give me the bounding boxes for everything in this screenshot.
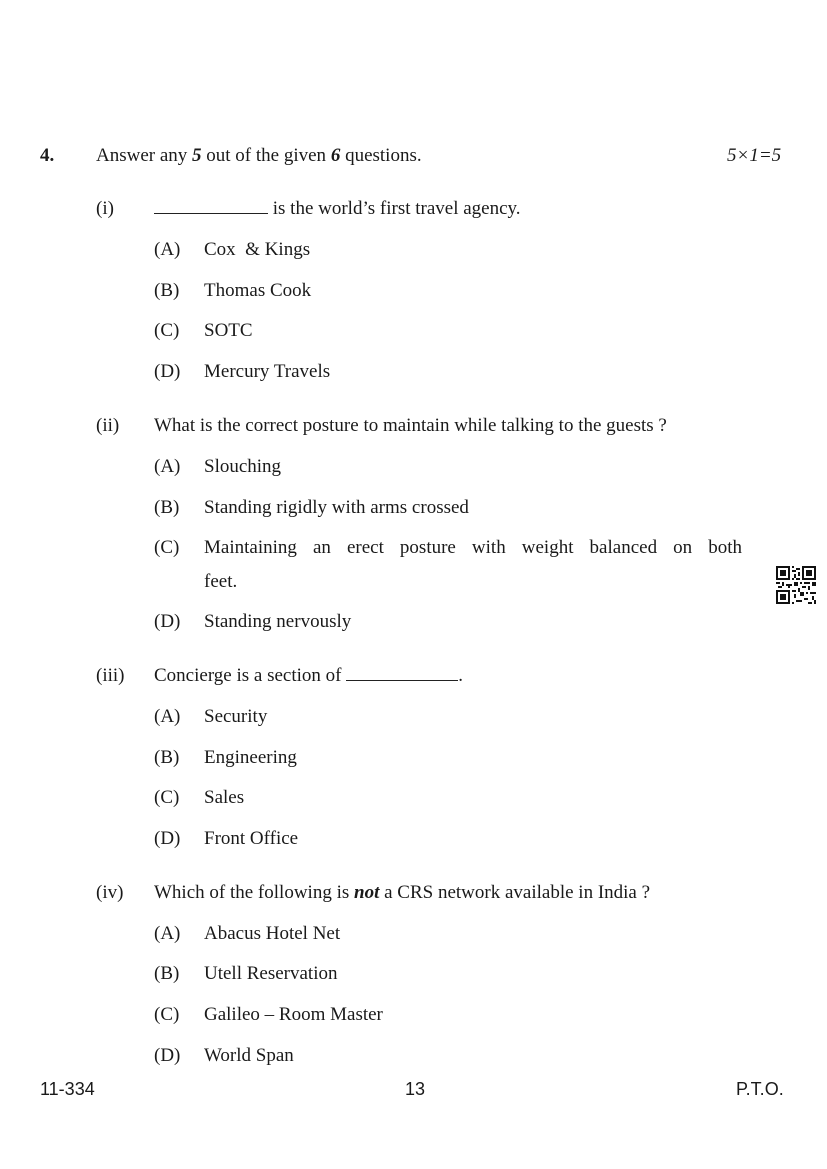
option-text: Abacus Hotel Net xyxy=(204,923,341,944)
option-text: Mercury Travels xyxy=(204,361,331,382)
qr-code-icon xyxy=(776,566,816,604)
instruction-suffix: questions. xyxy=(340,145,422,166)
option-iv-a xyxy=(154,923,754,949)
option-text-continued: feet. xyxy=(204,571,238,592)
option-letter: (B) xyxy=(154,963,180,984)
item-label-ii: (ii) xyxy=(96,415,120,436)
option-iii-d xyxy=(154,828,754,854)
option-letter: (A) xyxy=(154,456,181,477)
item-text-ii: What is the correct posture to maintain while talking to the guests ? xyxy=(154,415,667,436)
item-iv-stem-post: a CRS network available in India ? xyxy=(379,882,651,903)
option-text: Thomas Cook xyxy=(204,280,312,301)
option-letter: (D) xyxy=(154,361,181,382)
instruction-count-answer: 5 xyxy=(192,145,202,166)
item-text-i xyxy=(154,198,521,220)
option-letter: (D) xyxy=(154,1045,181,1066)
instruction-prefix: Answer any xyxy=(96,145,193,166)
item-label-iv: (iv) xyxy=(96,882,124,903)
answer-blank xyxy=(154,199,268,214)
option-letter: (D) xyxy=(154,611,181,632)
option-letter: (A) xyxy=(154,239,181,260)
option-letter: (C) xyxy=(154,787,180,808)
option-letter: (C) xyxy=(154,320,180,341)
option-text: SOTC xyxy=(204,320,253,341)
option-iii-a xyxy=(154,706,754,732)
option-letter: (B) xyxy=(154,747,180,768)
option-text: World Span xyxy=(204,1045,294,1066)
option-ii-c xyxy=(154,537,754,563)
option-text: Slouching xyxy=(204,456,282,477)
item-iv-stem-pre: Which of the following is xyxy=(154,882,354,903)
option-text: Standing nervously xyxy=(204,611,352,632)
please-turn-over: P.T.O. xyxy=(736,1079,784,1099)
item-iii-stem: Concierge is a section of xyxy=(154,665,347,686)
option-text: Sales xyxy=(204,787,245,808)
option-ii-a xyxy=(154,456,754,482)
option-text: Front Office xyxy=(204,828,299,849)
page-number: 13 xyxy=(405,1079,426,1099)
instruction-count-total: 6 xyxy=(330,145,341,166)
item-i-stem: is the world’s first travel agency. xyxy=(268,198,521,219)
item-text-iii xyxy=(154,665,463,687)
option-text: Galileo – Room Master xyxy=(204,1004,383,1025)
option-letter: (A) xyxy=(154,706,181,727)
option-text: Cox & Kings xyxy=(204,239,311,260)
option-letter: (A) xyxy=(154,923,181,944)
option-letter: (B) xyxy=(154,497,180,518)
option-text: Utell Reservation xyxy=(204,963,338,984)
option-letter: (C) xyxy=(154,1004,180,1025)
item-label-iii: (iii) xyxy=(96,665,125,686)
item-iv-emphasis: not xyxy=(354,882,380,903)
option-i-a xyxy=(154,239,754,265)
option-letter: (B) xyxy=(154,280,180,301)
option-ii-b xyxy=(154,497,754,523)
item-text-iv xyxy=(154,882,650,904)
option-iii-c xyxy=(154,787,754,813)
option-text: Security xyxy=(204,706,268,727)
option-ii-c-continued xyxy=(154,571,754,597)
option-i-c xyxy=(154,320,754,346)
option-i-d xyxy=(154,361,754,387)
answer-blank xyxy=(346,666,458,681)
option-letter: (C) xyxy=(154,537,180,558)
option-iii-b xyxy=(154,747,754,773)
option-ii-d xyxy=(154,611,754,637)
option-iv-b xyxy=(154,963,754,989)
item-iii-stem-end: . xyxy=(458,665,463,686)
option-iv-d xyxy=(154,1045,754,1071)
item-label-i: (i) xyxy=(96,198,114,219)
option-i-b xyxy=(154,280,754,306)
option-iv-c xyxy=(154,1004,754,1030)
marks-allocation: 5×1=5 xyxy=(727,145,782,166)
option-letter: (D) xyxy=(154,828,181,849)
instruction-middle: out of the given xyxy=(201,145,331,166)
option-text: Standing rigidly with arms crossed xyxy=(204,497,469,518)
option-text: Maintaining an erect posture with weight balanced on both xyxy=(204,537,742,558)
question-number: 4. xyxy=(40,145,55,166)
paper-code: 11-334 xyxy=(40,1079,95,1099)
question-instruction xyxy=(96,145,422,167)
option-text: Engineering xyxy=(204,747,297,768)
